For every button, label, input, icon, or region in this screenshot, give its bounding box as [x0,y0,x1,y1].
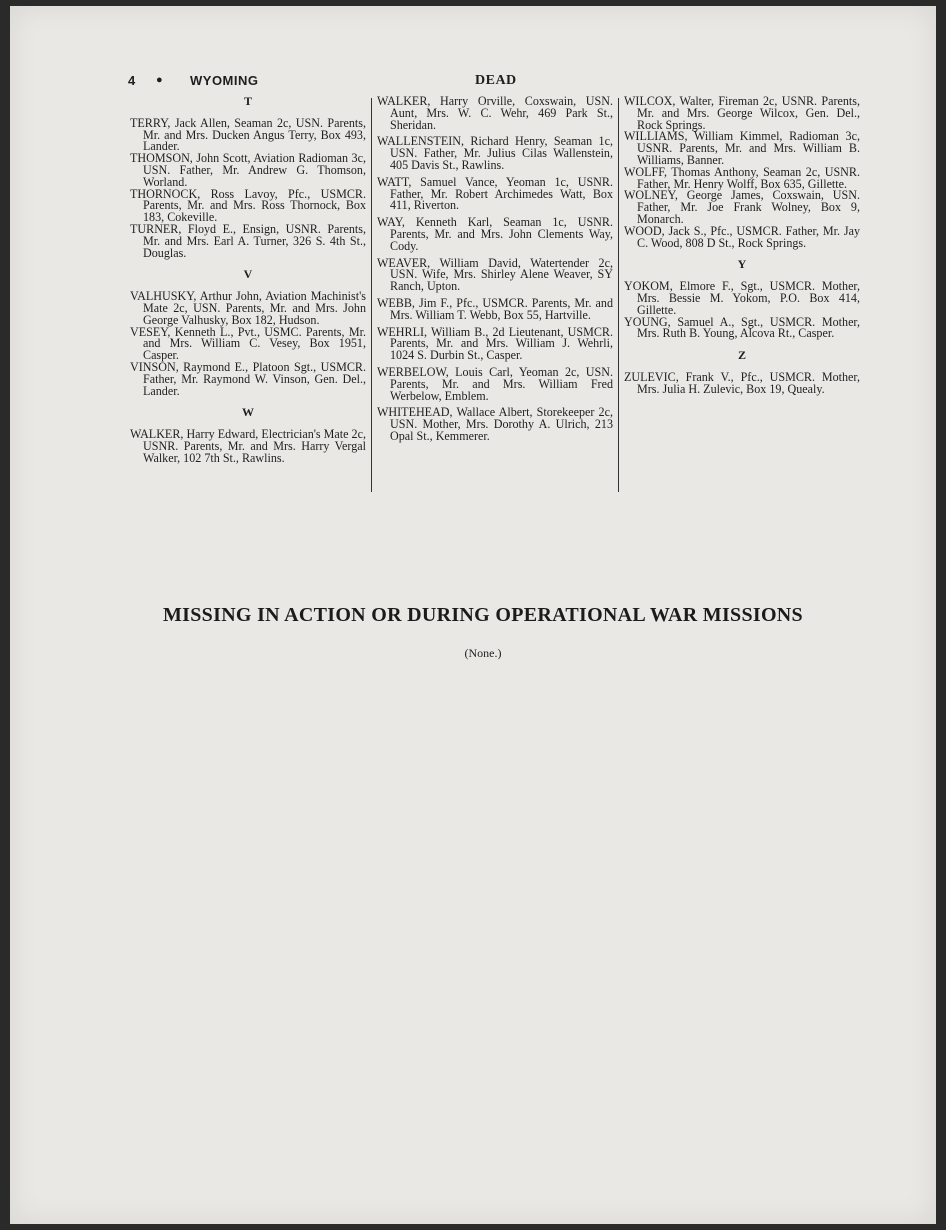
casualty-entry: THORNOCK, Ross Lavoy, Pfc., USMCR. Parents, Mr. and Mrs. Ross Thornock, Box 183, Cokeville. [130,186,366,225]
casualty-entry: WOOD, Jack S., Pfc., USMCR. Father, Mr. Jay C. Wood, 808 D St., Rock Springs. [624,223,860,250]
casualty-entry: WEAVER, William David, Watertender 2c, USN. Wife, Mrs. Shirley Alene Weaver, SY Ranch, Upton. [377,255,613,294]
casualty-entry: WERBELOW, Louis Carl, Yeoman 2c, USN. Parents, Mr. and Mrs. William Fred Werbelow, Emblem. [377,364,613,403]
casualty-entry: VESEY, Kenneth L., Pvt., USMC. Parents, Mr. and Mrs. William C. Vesey, Box 1951, Casper. [130,324,366,363]
section-letter: T [243,94,252,108]
column-1 [130,96,366,465]
missing-section-title: MISSING IN ACTION OR DURING OPERATIONAL WAR MISSIONS [163,604,803,626]
section-letter: W [242,405,254,420]
casualty-entry: VINSON, Raymond E., Platoon Sgt., USMCR. Father, Mr. Raymond W. Vinson, Gen. Del., Lander. [130,359,366,398]
casualty-entry: WALLENSTEIN, Richard Henry, Seaman 1c, USN. Father, Mr. Julius Cilas Wallenstein, 405 Davis St., Rawlins. [377,134,613,172]
missing-section-note: (None.) [464,646,502,660]
casualty-entry: YOUNG, Samuel A., Sgt., USMCR. Mother, Mrs. Ruth B. Young, Alcova Rt., Casper. [624,314,860,341]
page-header [128,73,868,91]
casualty-entry: WOLFF, Thomas Anthony, Seaman 2c, USNR. Father, Mr. Henry Wolff, Box 635, Gillette. [624,164,860,191]
casualty-entry: WHITEHEAD, Wallace Albert, Storekeeper 2c, USN. Mother, Mrs. Dorothy A. Ulrich, 213 Opal St., Kemmerer. [377,405,613,443]
casualty-entry: WILLIAMS, William Kimmel, Radioman 3c, USNR. Parents, Mr. and Mrs. William B. Williams, Banner. [624,129,860,167]
casualty-entry: WALKER, Harry Orville, Coxswain, USN. Aunt, Mrs. W. C. Wehr, 469 Park St., Sheridan. [377,94,613,132]
casualty-entry: WILCOX, Walter, Fireman 2c, USNR. Parents, Mr. and Mrs. George Wilcox, Gen. Del., Rock Springs. [624,94,860,132]
casualty-entry: TURNER, Floyd E., Ensign, USNR. Parents, Mr. and Mrs. Earl A. Turner, 326 S. 4th St., Douglas. [130,221,366,260]
section-letter: V [243,267,253,282]
casualty-entry: TERRY, Jack Allen, Seaman 2c, USN. Parents, Mr. and Mrs. Ducken Angus Terry, Box 493, Lander. [130,115,366,154]
casualty-entry: WEBB, Jim F., Pfc., USMCR. Parents, Mr. and Mrs. William T. Webb, Box 55, Hartville. [377,295,613,322]
document-page [10,6,936,1224]
page-number: 4 [128,73,136,88]
column-3 [624,96,860,396]
header-bullet: ● [156,74,164,86]
casualty-entry: YOKOM, Elmore F., Sgt., USMCR. Mother, Mrs. Bessie M. Yokom, P.O. Box 414, Gillette. [624,279,860,317]
column-divider [618,98,619,492]
casualty-entry: WOLNEY, George James, Coxswain, USN. Father, Mr. Joe Frank Wolney, Box 9, Monarch. [624,188,860,226]
casualty-entry: VALHUSKY, Arthur John, Aviation Machinist's Mate 2c, USN. Parents, Mr. and Mrs. John George Valhusky, Box 182, Hudson. [130,289,366,327]
casualty-entry: THOMSON, John Scott, Aviation Radioman 3c, USN. Father, Mr. Andrew G. Thomson, Worland. [130,151,366,189]
section-title: DEAD [475,73,517,88]
column-2 [377,96,613,448]
casualty-entry: WEHRLI, William B., 2d Lieutenant, USMCR. Parents, Mr. and Mrs. William J. Wehrli, 1024 S. Durbin St., Casper. [377,324,613,363]
section-letter: Z [737,348,746,363]
section-letter: Y [737,257,747,272]
casualty-entry: WATT, Samuel Vance, Yeoman 1c, USNR. Father, Mr. Robert Archimedes Watt, Box 411, Riverton. [377,174,613,213]
casualty-entry: WALKER, Harry Edward, Electrician's Mate 2c, USNR. Parents, Mr. and Mrs. Harry Vergal Walker, 102 7th St., Rawlins. [130,427,366,465]
casualty-entry: WAY, Kenneth Karl, Seaman 1c, USNR. Parents, Mr. and Mrs. John Clements Way, Cody. [377,215,613,253]
column-divider [371,98,372,492]
state-name: WYOMING [190,73,259,88]
casualty-entry: ZULEVIC, Frank V., Pfc., USMCR. Mother, Mrs. Julia H. Zulevic, Box 19, Quealy. [624,369,860,396]
